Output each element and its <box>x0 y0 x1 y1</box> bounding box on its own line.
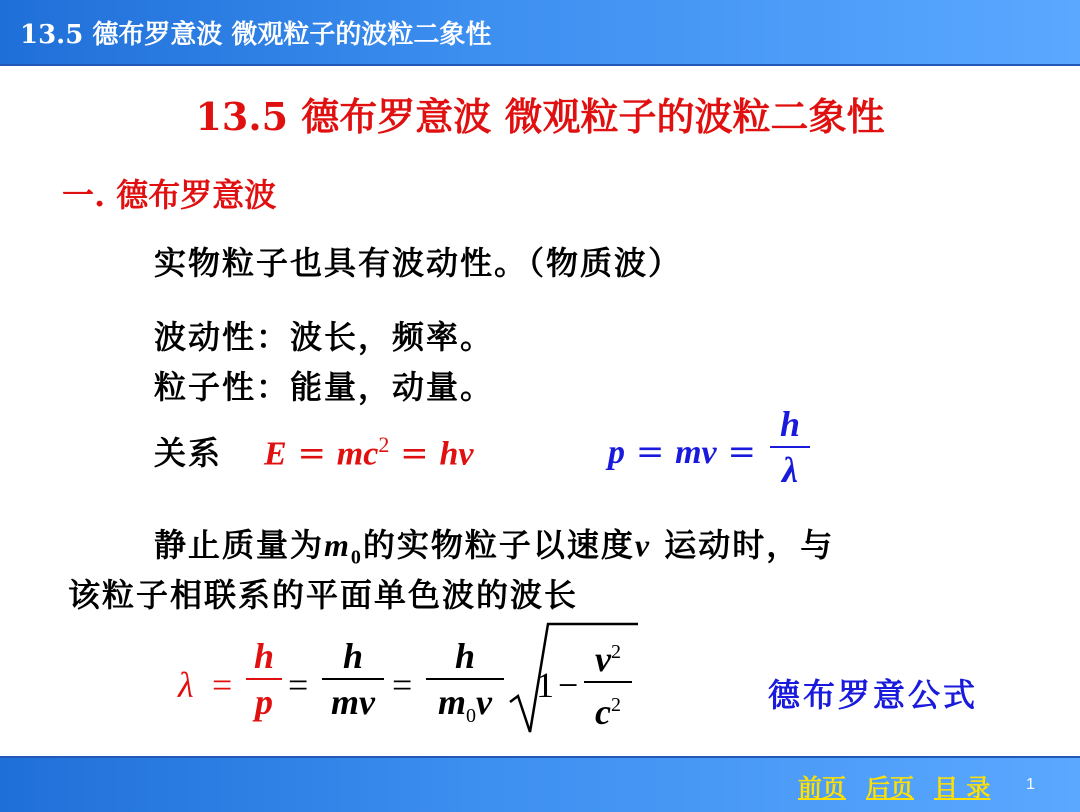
section-heading: 一. 德布罗意波 <box>62 176 277 214</box>
root-one: 1 <box>536 665 554 705</box>
equals-sign: = <box>288 665 309 705</box>
prev-page-link[interactable]: 前页 <box>798 773 846 802</box>
h-over-mv-fraction <box>322 636 384 722</box>
energy-symbol: E <box>264 435 287 473</box>
energy-equation: $E = mc^2 = h\nu$ <box>264 432 474 474</box>
fraction-bar <box>246 678 282 680</box>
mv-term: mv <box>675 434 717 471</box>
rest-mass-symbol: m <box>324 527 351 563</box>
h-over-p-fraction <box>246 636 282 722</box>
relation-label: 关系 <box>154 434 223 472</box>
fraction-denominator: $m_0v$ <box>438 682 492 728</box>
paragraph-text-c: 运动时，与 <box>651 526 835 564</box>
fraction-bar <box>584 681 632 683</box>
wave-nature-line: 波动性：波长，频率。 <box>154 318 495 356</box>
paragraph-line-2: 该粒子相联系的平面单色波的波长 <box>68 576 579 614</box>
minus-sign: − <box>558 665 579 705</box>
fraction-bar <box>322 678 384 680</box>
matter-wave-line: 实物粒子也具有波动性。（物质波） <box>154 244 683 282</box>
fraction-bar <box>426 678 504 680</box>
equals-sign: = <box>212 665 233 705</box>
fraction-denominator: mv <box>331 682 375 722</box>
h-over-m0v-fraction <box>426 636 504 736</box>
particle-nature-line: 粒子性：能量，动量。 <box>154 368 495 406</box>
fraction-denominator: λ <box>782 450 798 490</box>
slide-title: 13.5 德布罗意波 微观粒子的波粒二象性 <box>195 94 885 139</box>
fraction-numerator: h <box>779 404 801 444</box>
fraction-denominator: $c^2$ <box>595 692 621 732</box>
header-title: 13.5 德布罗意波 微观粒子的波粒二象性 <box>20 20 492 50</box>
toc-link[interactable]: 目 录 <box>934 773 991 802</box>
fraction-denominator: p <box>255 682 273 722</box>
v2-over-c2-fraction <box>584 632 632 732</box>
lambda-symbol: λ <box>178 665 194 705</box>
h-nu-term: hν <box>439 435 474 473</box>
velocity-symbol: v <box>634 527 652 563</box>
fraction-bar <box>770 446 810 448</box>
paragraph-text-a: 静止质量为 <box>154 526 325 564</box>
rest-mass-subscript: 0 <box>350 546 363 569</box>
momentum-symbol: p <box>608 434 625 471</box>
fraction-numerator: h <box>454 636 476 676</box>
fraction-numerator: h <box>342 636 364 676</box>
paragraph-line-1 <box>154 520 834 569</box>
equals-sign: = <box>392 665 413 705</box>
energy-exponent: 2 <box>378 432 390 457</box>
formula-name: 德布罗意公式 <box>768 676 979 714</box>
h-over-lambda-fraction <box>770 404 810 490</box>
momentum-equation: p = mv = <box>608 432 756 472</box>
fraction-numerator: h <box>253 636 275 676</box>
header-bar <box>0 0 1080 66</box>
footer-bar <box>0 756 1080 812</box>
paragraph-text-b: 的实物粒子以速度 <box>362 526 635 564</box>
fraction-numerator: $v^2$ <box>595 639 621 679</box>
next-page-link[interactable]: 后页 <box>866 773 914 802</box>
mc-term: mc <box>336 435 379 473</box>
page-number: 1 <box>1026 776 1035 793</box>
